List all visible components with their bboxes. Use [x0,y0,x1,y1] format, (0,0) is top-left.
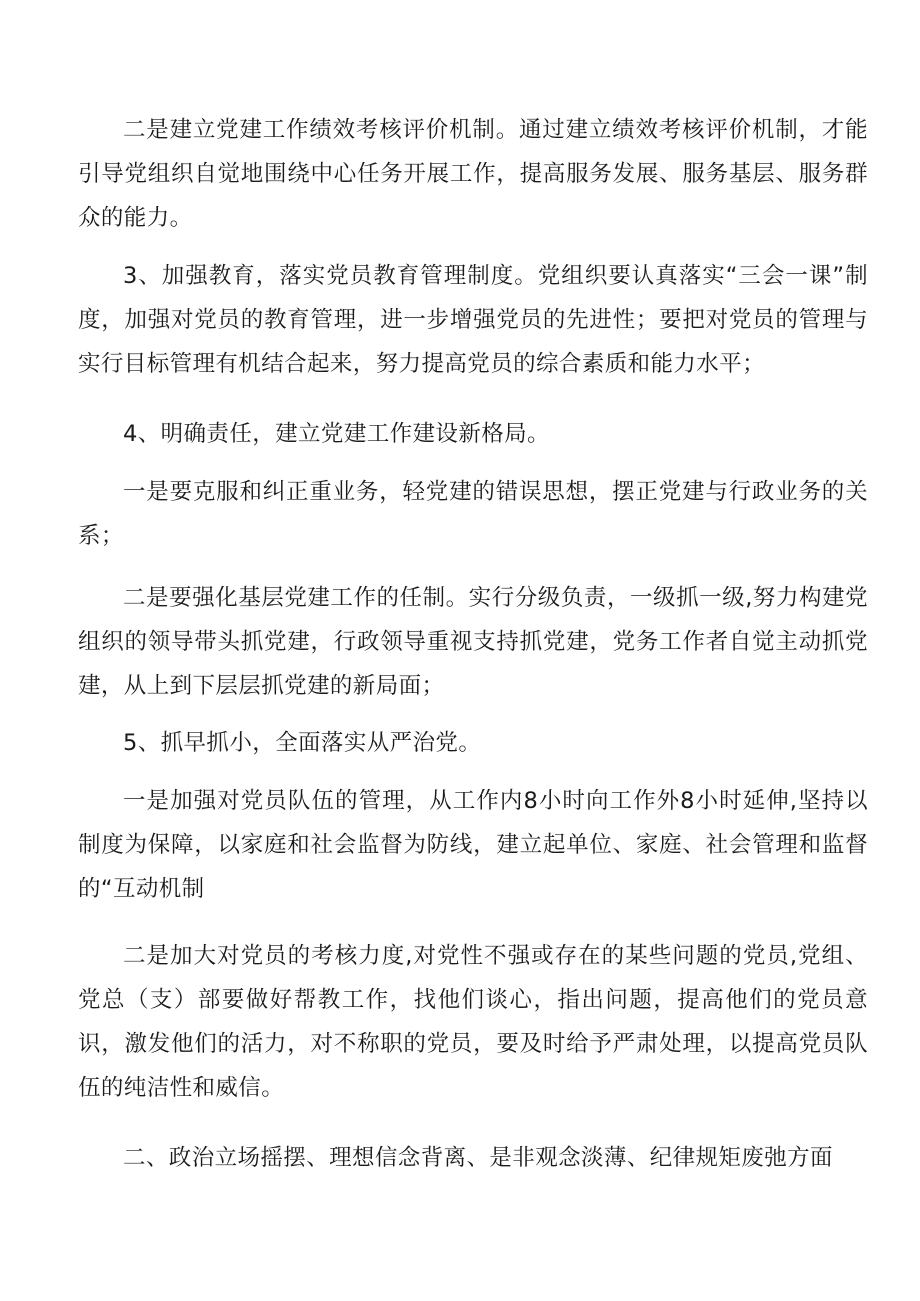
paragraph-team-management: 一是加强对党员队伍的管理，从工作内8小时向工作外8小时延伸,坚持以制度为保障，以家庭和社会监督为防线，建立起单位、家庭、社会管理和监督的“互动机制 [78,788,868,902]
paragraph-section-heading-political-stance: 二、政治立场摇摆、理想信念背离、是非观念淡薄、纪律规矩废弛方面 [123,1145,833,1171]
paragraph-overcome-wrong-thinking: 一是要克服和纠正重业务，轻党建的错误思想，摆正党建与行政业务的关系； [78,479,868,549]
paragraph-strengthen-grassroots: 二是要强化基层党建工作的任制。实行分级负责，一级抓一级,努力构建党组织的领导带头抓党建，行政领导重视支持抓党建，党务工作者自觉主动抓党建，从上到下层层抓党建的新局面； [78,585,868,699]
paragraph-strict-governance: 5、抓早抓小，全面落实从严治党。 [123,730,482,756]
paragraph-performance-evaluation: 二是建立党建工作绩效考核评价机制。通过建立绩效考核评价机制，才能引导党组织自觉地围绕中心任务开展工作，提高服务发展、服务基层、服务群众的能力。 [78,117,868,231]
paragraph-education-management: 3、加强教育，落实党员教育管理制度。党组织要认真落实“三会一课”制度，加强对党员的教育管理，进一步增强党员的先进性；要把对党员的管理与实行目标管理有机结合起来，努力提高党员的综合素质和能力水平； [78,263,868,377]
paragraph-clarify-responsibility: 4、明确责任，建立党建工作建设新格局。 [123,421,550,447]
paragraph-assessment-intensity: 二是加大对党员的考核力度,对党性不强或存在的某些问题的党员,党组、党总（支）部要做好帮教工作，找他们谈心，指出问题，提高他们的党员意识，激发他们的活力，对不称职的党员，要及时给予严肃处理，以提高党员队伍的纯洁性和威信。 [78,943,868,1101]
